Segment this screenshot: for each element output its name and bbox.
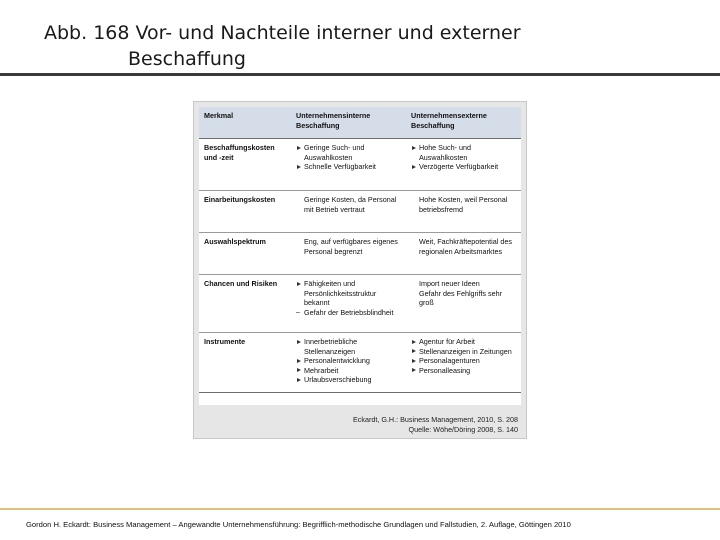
title-divider (0, 73, 720, 76)
list-item: Hohe Kosten, weil Personal betriebsfremd (419, 195, 508, 214)
source-line-2: Quelle: Wöhe/Döring 2008, S. 140 (408, 424, 518, 434)
row-extern (406, 233, 521, 275)
intern-list (296, 195, 402, 214)
list-item: Hohe Such- und Auswahlkosten (411, 143, 517, 162)
header-extern: Unternehmensexterne Beschaffung (406, 107, 521, 139)
table-row (199, 233, 521, 275)
list-item: Weit, Fachkräftepotential des regionalen Arbeitsmarktes (419, 237, 512, 256)
intern-list (296, 279, 402, 317)
row-intern (291, 333, 406, 393)
row-merkmal: Auswahlspektrum (199, 233, 291, 275)
list-item: Innerbetriebliche Stellenanzeigen (296, 337, 402, 356)
extern-list (411, 195, 517, 214)
intern-list (296, 237, 402, 256)
table-row (199, 275, 521, 333)
table-header-row (199, 107, 521, 139)
footer-divider (0, 508, 720, 510)
list-item: Fähigkeiten und Persönlichkeitsstruktur bekannt (296, 279, 402, 308)
list-item: – Gefahr der Betriebsblindheit (296, 308, 402, 318)
list-item: Gefahr des Fehlgriffs sehr groß (419, 288, 502, 307)
slide-title-line1: Abb. 168 Vor- und Nachteile interner und externer (44, 22, 521, 44)
list-item: Personalleasing (411, 366, 517, 376)
row-merkmal: Instrumente (199, 333, 291, 393)
slide-title (44, 20, 684, 72)
list-item: Mehrarbeit (296, 366, 402, 376)
intern-list (296, 143, 402, 172)
table-row (199, 333, 521, 393)
row-intern (291, 191, 406, 233)
list-item: Verzögerte Verfügbarkeit (411, 162, 517, 172)
source-citation (353, 415, 518, 434)
header-intern: Unternehmensinterne Beschaffung (291, 107, 406, 139)
extern-list (411, 337, 517, 375)
list-item: Agentur für Arbeit (411, 337, 517, 347)
row-merkmal: Beschaffungskosten und -zeit (199, 139, 291, 191)
row-extern (406, 139, 521, 191)
intern-list (296, 337, 402, 385)
comparison-table-wrapper (199, 107, 521, 405)
extern-list (411, 143, 517, 172)
list-item: Geringe Kosten, da Personal mit Betrieb vertraut (304, 195, 397, 214)
source-line-1: Eckardt, G.H.: Business Management, 2010, S. 208 (352, 415, 518, 424)
row-extern (406, 275, 521, 333)
row-intern (291, 275, 406, 333)
extern-list (411, 279, 517, 308)
list-item: Stellenanzeigen in Zeitungen (411, 347, 517, 357)
extern-list (411, 237, 517, 256)
list-item: Personalagenturen (411, 356, 517, 366)
row-merkmal: Einarbeitungskosten (199, 191, 291, 233)
header-merkmal: Merkmal (199, 107, 291, 139)
row-extern (406, 191, 521, 233)
list-item: Import neuer Ideen (419, 279, 480, 288)
row-merkmal: Chancen und Risiken (199, 275, 291, 333)
figure-panel (193, 101, 527, 439)
list-item: Personalentwicklung (296, 356, 402, 366)
row-intern (291, 139, 406, 191)
table-row (199, 139, 521, 191)
footer-citation: Gordon H. Eckardt: Business Management – Angewandte Unternehmensführung: Begrifflich-methodische Grundlagen und Fallstudien, 2. Auflage, Göttingen 2010 (26, 520, 571, 529)
list-item: Schnelle Verfügbarkeit (296, 162, 402, 172)
list-item: Eng, auf verfügbares eigenes Personal begrenzt (304, 237, 398, 256)
list-item: Urlaubsverschiebung (296, 375, 402, 385)
row-intern (291, 233, 406, 275)
comparison-table (199, 107, 521, 393)
slide-title-line2: Beschaffung (128, 48, 246, 70)
table-row (199, 191, 521, 233)
list-item: Geringe Such- und Auswahlkosten (296, 143, 402, 162)
row-extern (406, 333, 521, 393)
